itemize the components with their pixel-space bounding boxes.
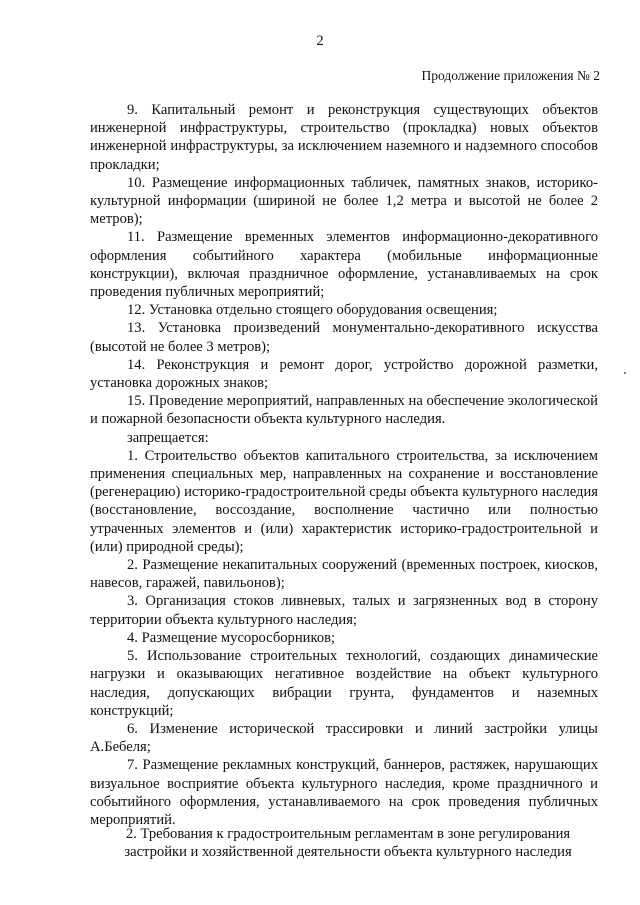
prohibited-item-6: 6. Изменение исторической трассировки и линий застройки улицы А.Бебеля; [90, 720, 598, 756]
paragraph-item-15: 15. Проведение мероприятий, направленных на обеспечение экологической и пожарной безопасности объекта культурного наследия. [90, 393, 598, 428]
section-heading [84, 825, 612, 861]
paragraph-item-11: 11. Размещение временных элементов информационно-декоративного оформления событийного характера (мобильные информационные конструкции), включая праздничное оформление, устанавливаемых на срок проведения публичных мероприятий; [90, 229, 598, 301]
margin-mark [624, 372, 626, 374]
section-heading-line-1: 2. Требования к градостроительным регламентам в зоне регулирования [125, 826, 571, 842]
prohibited-item-3: 3. Организация стоков ливневых, талых и загрязненных вод в сторону территории объекта культурного наследия; [90, 593, 598, 628]
prohibited-item-5: 5. Использование строительных технологий, создающих динамические нагрузки и оказывающих негативное воздействие на объект культурного наследия, допускающих вибрации грунта, фундаментов и наземных конструкций; [90, 648, 598, 719]
appendix-continuation-note: Продолжение приложения № 2 [421, 68, 600, 83]
paragraph-item-14: 14. Реконструкция и ремонт дорог, устройство дорожной разметки, установка дорожных знаков; [90, 356, 598, 392]
paragraph-item-10: 10. Размещение информационных табличек, памятных знаков, историко-культурной информации (шириной не более 1,2 метра и высотой не более 2 метров); [90, 174, 598, 228]
prohibited-item-7: 7. Размещение рекламных конструкций, баннеров, растяжек, нарушающих визуальное восприятие объекта культурного наследия, кроме праздничного и событийного оформления, устанавливаемого на срок проведения публичных мероприятий. [90, 757, 598, 828]
prohibited-item-4: 4. Размещение мусоросборников; [127, 629, 336, 646]
prohibited-item-1: 1. Строительство объектов капитального строительства, за исключением применения специальных мер, направленных на сохранение и восстановление (регенерацию) историко-градостроительной среды объекта культурного наследия (восстановление, воссоздание, восполнение частично или полностью утраченных элементов и (или) характеристик историко-градостроительной и (или) природной среды); [90, 447, 598, 555]
paragraph-item-9: 9. Капитальный ремонт и реконструкция существующих объектов инженерной инфраструктуры, строительство (прокладка) новых объектов инженерной инфраструктуры, за исключением наземного и надземного способов прокладки; [90, 102, 598, 173]
prohibited-item-2: 2. Размещение некапитальных сооружений (временных построек, киосков, навесов, гаражей, павильонов); [90, 557, 598, 592]
page-number: 2 [316, 33, 324, 49]
document-body [90, 101, 598, 829]
paragraph-item-13: 13. Установка произведений монументально-декоративного искусства (высотой не более 3 метров); [90, 320, 598, 355]
prohibited-label: запрещается: [127, 429, 209, 446]
section-heading-line-2: застройки и хозяйственной деятельности объекта культурного наследия [124, 844, 572, 861]
paragraph-item-12: 12. Установка отдельно стоящего оборудования освещения; [127, 302, 498, 319]
